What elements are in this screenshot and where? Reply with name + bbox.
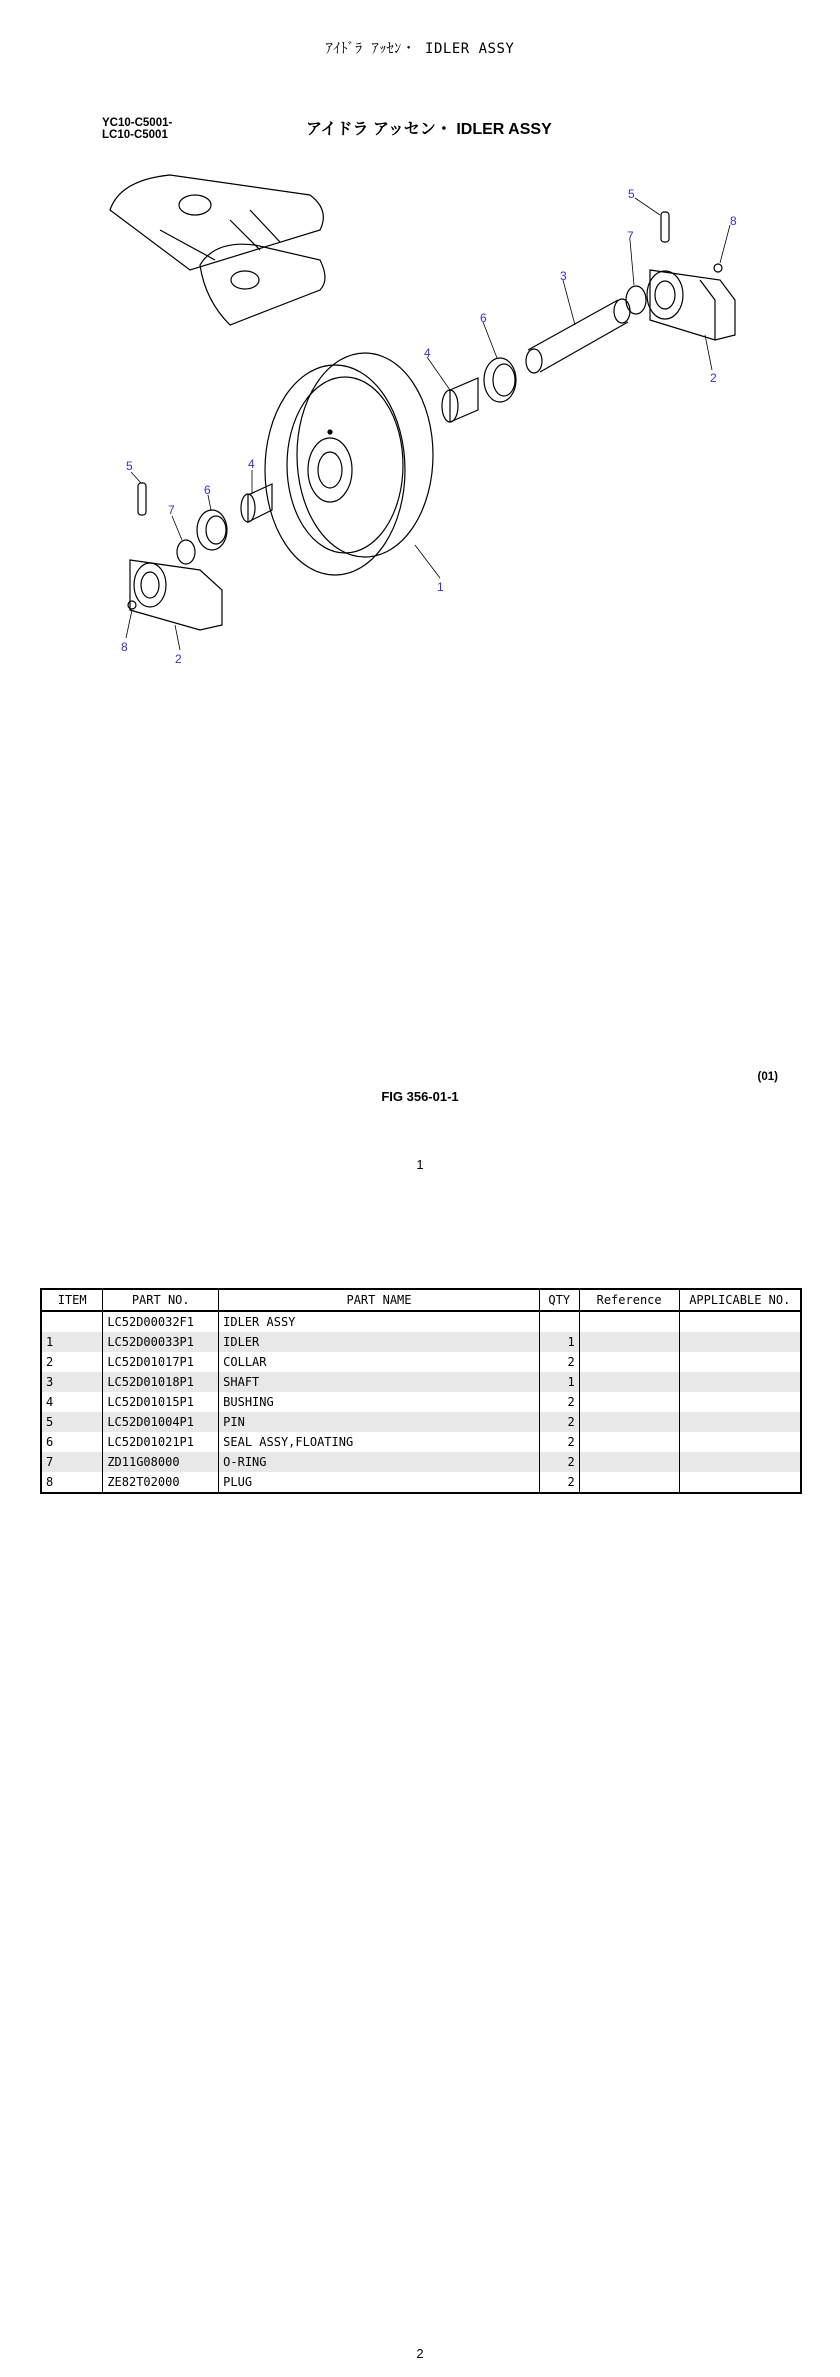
callout-5-left: 5 xyxy=(126,459,133,473)
cell-qty: 2 xyxy=(539,1452,579,1472)
cell-item: 7 xyxy=(41,1452,103,1472)
table-header-row xyxy=(41,1289,801,1311)
cell-reference xyxy=(579,1372,679,1392)
cell-applicable-no xyxy=(679,1432,801,1452)
table-row xyxy=(41,1332,801,1352)
cell-qty: 2 xyxy=(539,1392,579,1412)
figure-title: アイドラ アッセン・ IDLER ASSY xyxy=(306,121,552,138)
cell-part-no: LC52D01015P1 xyxy=(103,1392,219,1412)
cell-applicable-no xyxy=(679,1412,801,1432)
page-header-title: ｱｲﾄﾞﾗ ｱｯｾﾝ・ IDLER ASSY xyxy=(325,41,515,57)
pin-right xyxy=(661,212,669,242)
collar-left xyxy=(130,560,222,630)
callout-7-left: 7 xyxy=(168,503,175,517)
cell-applicable-no xyxy=(679,1392,801,1412)
cell-qty: 2 xyxy=(539,1472,579,1493)
cell-item: 3 xyxy=(41,1372,103,1392)
cell-item: 2 xyxy=(41,1352,103,1372)
cell-part-name: O-RING xyxy=(219,1452,540,1472)
plug-left xyxy=(128,601,136,609)
callout-5-right: 5 xyxy=(628,187,635,201)
cell-qty: 2 xyxy=(539,1352,579,1372)
o-ring-right xyxy=(626,286,646,314)
callout-8-right: 8 xyxy=(730,214,737,228)
cell-part-name: SEAL ASSY,FLOATING xyxy=(219,1432,540,1452)
table-row xyxy=(41,1392,801,1412)
table-row xyxy=(41,1472,801,1493)
cell-part-no: LC52D01017P1 xyxy=(103,1352,219,1372)
column-header-item: ITEM xyxy=(41,1289,103,1311)
cell-item: 1 xyxy=(41,1332,103,1352)
column-header-reference: Reference xyxy=(579,1289,679,1311)
cell-applicable-no xyxy=(679,1472,801,1493)
bushing-right xyxy=(442,378,478,422)
callout-2-right: 2 xyxy=(710,371,717,385)
collar-right xyxy=(647,270,735,340)
cell-item: 8 xyxy=(41,1472,103,1493)
callout-6-left: 6 xyxy=(204,483,211,497)
cell-reference xyxy=(579,1352,679,1372)
column-header-applicable-no: APPLICABLE NO. xyxy=(679,1289,801,1311)
cell-part-name: IDLER ASSY xyxy=(219,1311,540,1332)
callout-4-left: 4 xyxy=(248,457,255,471)
cell-part-name: BUSHING xyxy=(219,1392,540,1412)
cell-part-name: SHAFT xyxy=(219,1372,540,1392)
table-row xyxy=(41,1311,801,1332)
callout-4-right: 4 xyxy=(424,346,431,360)
table-row xyxy=(41,1412,801,1432)
cell-part-name: PLUG xyxy=(219,1472,540,1493)
pin-left xyxy=(138,483,146,515)
cell-qty: 1 xyxy=(539,1372,579,1392)
callout-7-right: 7 xyxy=(627,229,634,243)
cell-reference xyxy=(579,1332,679,1352)
page-number: 2 xyxy=(416,2346,424,2361)
cell-applicable-no xyxy=(679,1332,801,1352)
column-header-qty: QTY xyxy=(539,1289,579,1311)
cell-part-no: LC52D01004P1 xyxy=(103,1412,219,1432)
plug-right xyxy=(714,264,722,272)
cell-item: 4 xyxy=(41,1392,103,1412)
serial-range xyxy=(102,117,172,141)
sheet-number: 1 xyxy=(416,1157,424,1172)
callout-6-right: 6 xyxy=(480,311,487,325)
cell-qty: 2 xyxy=(539,1412,579,1432)
callout-3: 3 xyxy=(560,269,567,283)
shaft xyxy=(526,299,630,373)
idler-wheel xyxy=(265,353,433,575)
cell-reference xyxy=(579,1392,679,1412)
cell-part-no: LC52D01021P1 xyxy=(103,1432,219,1452)
cell-part-no: LC52D00032F1 xyxy=(103,1311,219,1332)
cell-item: 6 xyxy=(41,1432,103,1452)
serial-range-start: YC10-C5001- xyxy=(102,117,173,129)
cell-applicable-no xyxy=(679,1452,801,1472)
column-header-part-no: PART NO. xyxy=(103,1289,219,1311)
table-row xyxy=(41,1452,801,1472)
seal-left xyxy=(197,510,227,550)
cell-part-name: IDLER xyxy=(219,1332,540,1352)
cell-qty: 1 xyxy=(539,1332,579,1352)
cell-applicable-no xyxy=(679,1311,801,1332)
cell-part-no: ZD11G08000 xyxy=(103,1452,219,1472)
cell-part-name: PIN xyxy=(219,1412,540,1432)
cell-qty xyxy=(539,1311,579,1332)
serial-range-end: LC10-C5001 xyxy=(102,129,168,141)
cell-qty: 2 xyxy=(539,1432,579,1452)
figure-code: (01) xyxy=(757,1071,778,1083)
cell-reference xyxy=(579,1452,679,1472)
cell-applicable-no xyxy=(679,1352,801,1372)
seal-right xyxy=(484,358,516,402)
cell-reference xyxy=(579,1412,679,1432)
cell-reference xyxy=(579,1472,679,1493)
callout-8-left: 8 xyxy=(121,640,128,654)
figure-number: FIG 356-01-1 xyxy=(381,1089,459,1104)
cell-applicable-no xyxy=(679,1372,801,1392)
cell-part-no: LC52D00033P1 xyxy=(103,1332,219,1352)
table-row xyxy=(41,1432,801,1452)
exploded-parts-diagram xyxy=(0,150,840,670)
table-row xyxy=(41,1372,801,1392)
cell-reference xyxy=(579,1311,679,1332)
leader-lines xyxy=(126,198,730,650)
cell-item xyxy=(41,1311,103,1332)
parts-table xyxy=(40,1288,802,1494)
cell-reference xyxy=(579,1432,679,1452)
callout-1: 1 xyxy=(437,580,444,594)
table-row xyxy=(41,1352,801,1372)
bushing-left xyxy=(241,484,272,522)
cell-part-no: ZE82T02000 xyxy=(103,1472,219,1493)
track-frame-thumbnail xyxy=(110,175,325,325)
callout-2-left: 2 xyxy=(175,652,182,666)
cell-part-no: LC52D01018P1 xyxy=(103,1372,219,1392)
o-ring-left xyxy=(177,540,195,564)
cell-part-name: COLLAR xyxy=(219,1352,540,1372)
cell-item: 5 xyxy=(41,1412,103,1432)
column-header-part-name: PART NAME xyxy=(219,1289,540,1311)
